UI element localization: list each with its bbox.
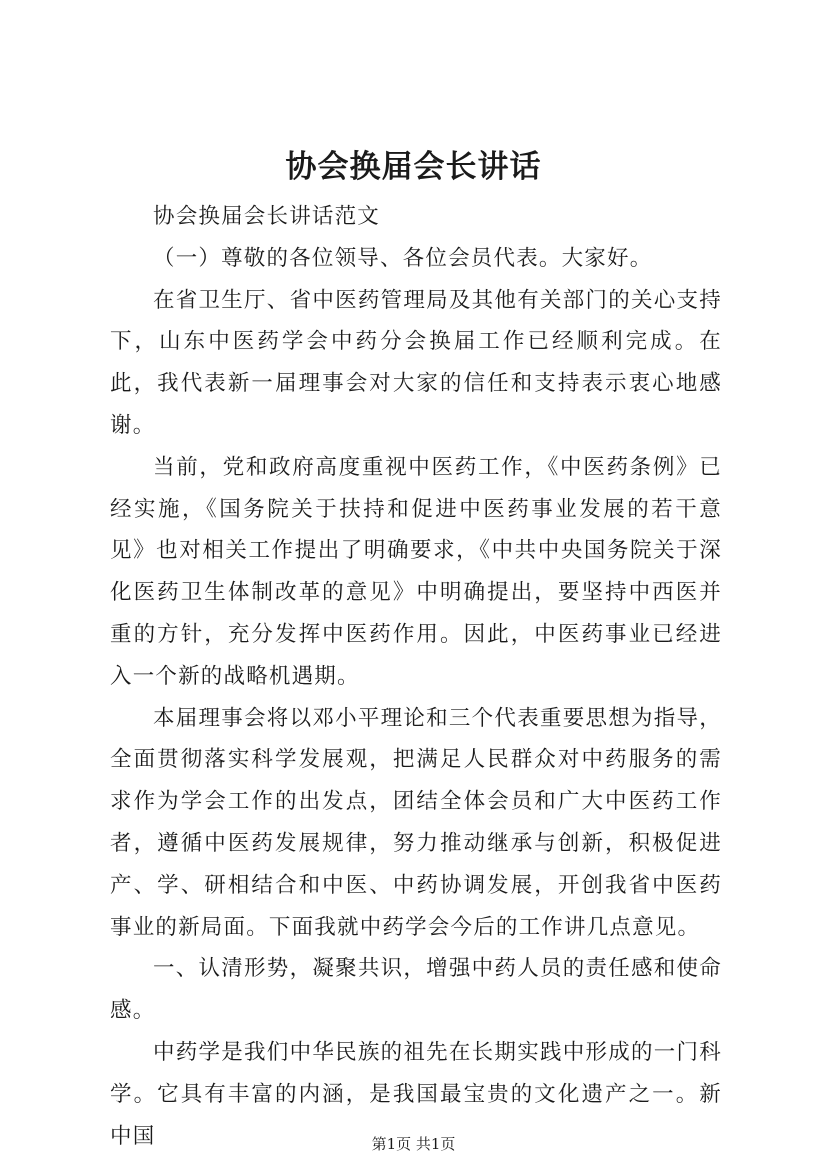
paragraph: 一、认清形势，凝聚共识，增强中药人员的责任感和使命感。 [110, 956, 722, 1024]
document-title: 协会换届会长讲话 [285, 149, 542, 185]
paragraph: 在省卫生厅、省中医药管理局及其他有关部门的关心支持下，山东中医药学会中药分会换届工作已经顺利完成。在此，我代表新一届理事会对大家的信任和支持表示衷心地感谢。 [110, 287, 722, 438]
page-footer: 第1页 共1页 [371, 1135, 456, 1153]
paragraph: 本届理事会将以邓小平理论和三个代表重要思想为指导，全面贯彻落实科学发展观，把满足人民群众对中药服务的需求作为学会工作的出发点，团结全体会员和广大中医药工作者，遵循中医药发展规律，努力推动继承与创新，积极促进产、学、研相结合和中医、中药协调发展，开创我省中医药事业的新局面。下面我就中药学会今后的工作讲几点意见。 [110, 705, 722, 940]
paragraph: 协会换届会长讲话范文 [153, 204, 381, 229]
paragraph: （一）尊敬的各位领导、各位会员代表。大家好。 [153, 245, 653, 271]
paragraph: 中药学是我们中华民族的祖先在长期实践中形成的一门科学。它具有丰富的内涵，是我国最宝贵的文化遗产之一。新中国 [110, 1039, 722, 1149]
paragraph: 当前，党和政府高度重视中医药工作，《中医药条例》已经实施，《国务院关于扶持和促进中医药事业发展的若干意见》也对相关工作提出了明确要求，《中共中央国务院关于深化医药卫生体制改革的意见》中明确提出，要坚持中西医并重的方针，充分发挥中医药作用。因此，中医药事业已经进入一个新的战略机遇期。 [110, 454, 722, 689]
document-body [110, 196, 722, 1157]
